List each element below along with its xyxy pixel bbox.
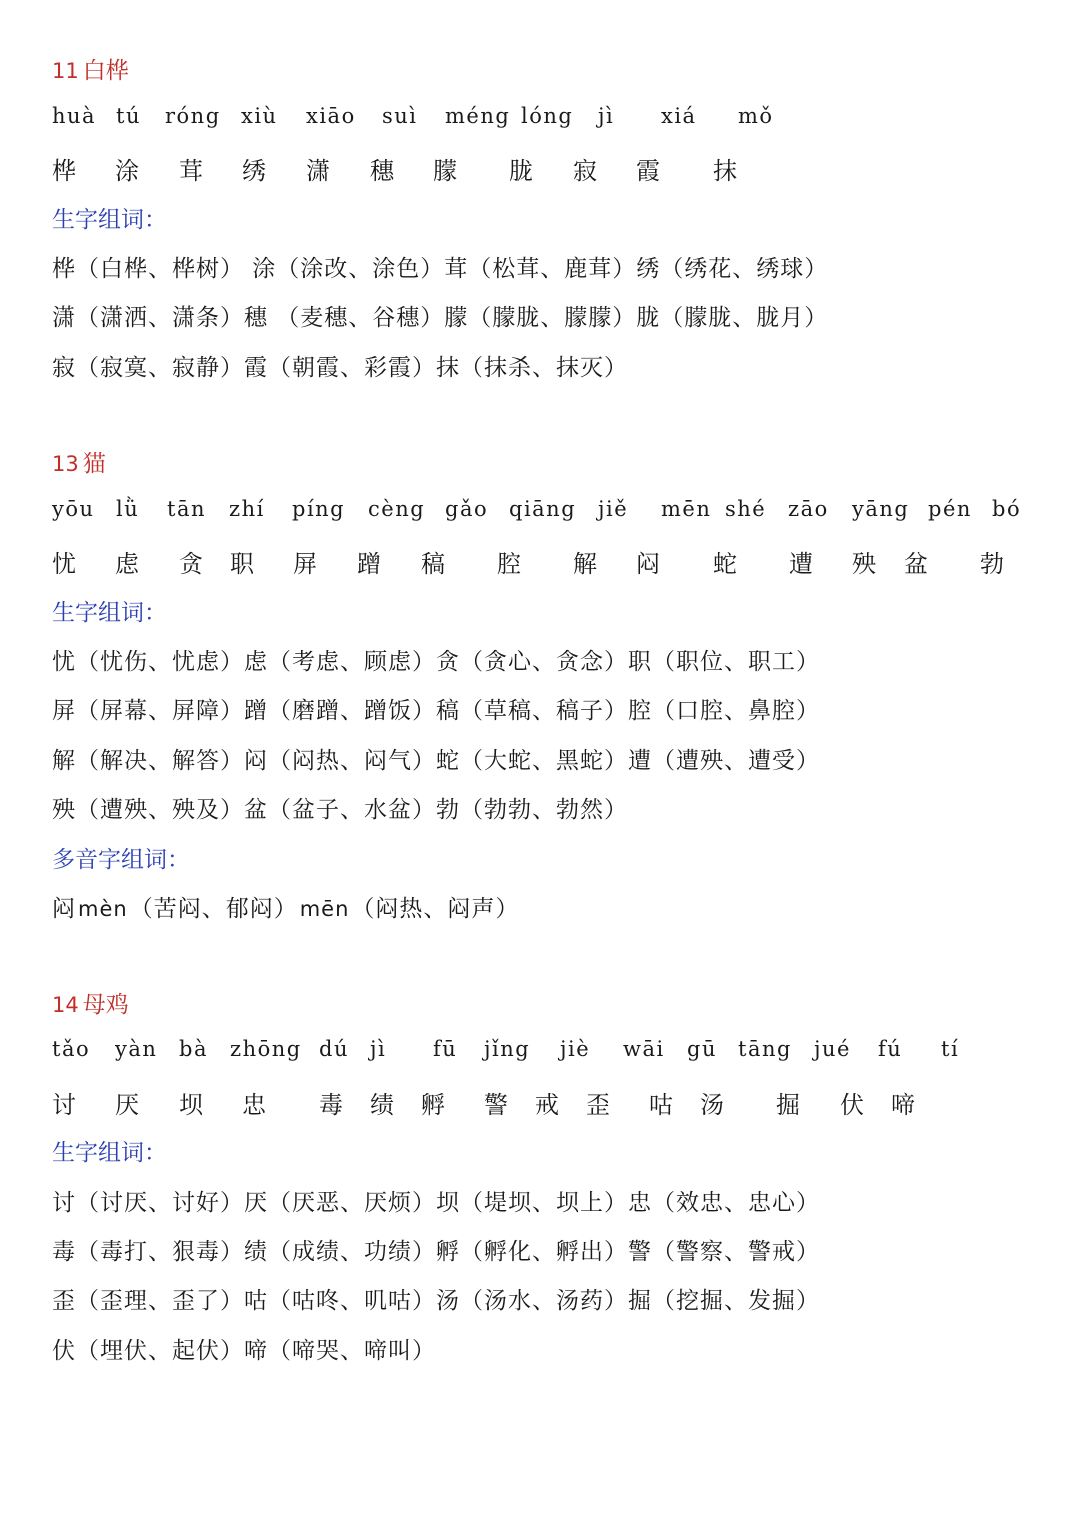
character: 伏 (840, 1091, 864, 1119)
lesson-title (52, 52, 129, 85)
lesson-title (52, 445, 106, 478)
pinyin: méng (445, 104, 511, 128)
pinyin: jǐng (484, 1037, 531, 1061)
word-group-line: 毒（毒打、狠毒）绩（成绩、功绩）孵（孵化、孵出）警（警察、警戒） (52, 1239, 820, 1265)
character: 潇 (306, 157, 330, 185)
character: 咕 (649, 1091, 673, 1119)
pinyin: lǜ (116, 497, 140, 521)
character: 讨 (52, 1091, 76, 1119)
word-group-line: 伏（埋伏、起伏）啼（啼哭、啼叫） (52, 1338, 436, 1364)
pinyin: jì (370, 1037, 387, 1061)
pinyin: xiá (661, 104, 697, 128)
character: 寂 (573, 157, 597, 185)
character: 抹 (713, 157, 737, 185)
character-row (52, 1085, 1052, 1117)
polyphonic-pinyin: mèn (78, 897, 128, 921)
character: 虑 (115, 550, 139, 578)
character: 孵 (421, 1091, 445, 1119)
pinyin: fú (878, 1037, 903, 1061)
character: 桦 (52, 157, 76, 185)
character: 穗 (370, 157, 394, 185)
pinyin: tǎo (52, 1037, 91, 1061)
character: 涂 (115, 157, 139, 185)
pinyin: wāi (623, 1037, 665, 1061)
pinyin: cèng (368, 497, 426, 521)
character: 忠 (242, 1091, 266, 1119)
character: 勃 (980, 550, 1004, 578)
character-row (52, 544, 1052, 576)
character: 职 (230, 550, 254, 578)
character: 厌 (115, 1091, 139, 1119)
character: 殃 (852, 550, 876, 578)
word-group-line: 讨（讨厌、讨好）厌（厌恶、厌烦）坝（堤坝、坝上）忠（效忠、忠心） (52, 1190, 820, 1216)
subheading-word-groups: 生字组词： (52, 600, 167, 626)
character: 绣 (242, 157, 266, 185)
word-group-line: 寂（寂寞、寂静）霞（朝霞、彩霞）抹（抹杀、抹灭） (52, 355, 628, 381)
subheading-word-groups: 生字组词： (52, 207, 167, 233)
character: 朦 (433, 157, 457, 185)
character: 腔 (497, 550, 521, 578)
pinyin: píng (292, 497, 346, 521)
lesson-name: 猫 (82, 451, 106, 477)
pinyin: tí (941, 1037, 960, 1061)
character: 胧 (509, 157, 533, 185)
pinyin: mǒ (738, 104, 774, 128)
character: 汤 (700, 1091, 724, 1119)
character-row (52, 151, 1052, 183)
pinyin: fū (433, 1037, 458, 1061)
pinyin: mēn (661, 497, 712, 521)
pinyin: yōu (52, 497, 95, 521)
character: 啼 (891, 1091, 915, 1119)
pinyin: jiè (560, 1037, 591, 1061)
subheading-word-groups: 生字组词： (52, 1140, 167, 1166)
pinyin: gū (687, 1037, 717, 1061)
pinyin: lóng (521, 104, 574, 128)
pinyin: yàn (115, 1037, 158, 1061)
word-group-line: 潇（潇洒、潇条）穗 （麦穗、谷穗）朦（朦胧、朦朦）胧（朦胧、胧月） (52, 305, 829, 331)
character: 绩 (370, 1091, 394, 1119)
pinyin: zāo (788, 497, 829, 521)
pinyin: yāng (852, 497, 910, 521)
polyphonic-words: （苦闷、郁闷） (129, 896, 298, 922)
character: 蹭 (357, 550, 381, 578)
pinyin: gǎo (445, 497, 489, 521)
pinyin: tāng (738, 1037, 792, 1061)
word-group-line: 屏（屏幕、屏障）蹭（磨蹭、蹭饭）稿（草稿、稿子）腔（口腔、鼻腔） (52, 698, 820, 724)
character: 解 (573, 550, 597, 578)
word-group-line: 忧（忧伤、忧虑）虑（考虑、顾虑）贪（贪心、贪念）职（职位、职工） (52, 649, 820, 675)
character: 茸 (179, 157, 203, 185)
lesson-name: 母鸡 (82, 992, 129, 1018)
character: 盆 (904, 550, 928, 578)
character: 毒 (319, 1091, 343, 1119)
character: 遭 (789, 550, 813, 578)
character: 蛇 (713, 550, 737, 578)
character: 稿 (421, 550, 445, 578)
pinyin: xiù (241, 104, 278, 128)
word-group-line: 歪（歪理、歪了）咕（咕咚、叽咕）汤（汤水、汤药）掘（挖掘、发掘） (52, 1288, 820, 1314)
lesson-number: 13 (52, 452, 79, 476)
character: 忧 (52, 550, 76, 578)
polyphonic-character: 闷 (52, 896, 76, 922)
pinyin: jué (814, 1037, 851, 1061)
pinyin-row (52, 497, 1052, 527)
polyphonic-words: （闷热、闷声） (351, 896, 520, 922)
lesson-number: 14 (52, 993, 79, 1017)
lesson-title (52, 986, 129, 1019)
word-group-line: 殃（遭殃、殃及）盆（盆子、水盆）勃（勃勃、勃然） (52, 797, 628, 823)
pinyin: huà (52, 104, 97, 128)
pinyin: tú (116, 104, 141, 128)
polyphonic-pinyin: mēn (299, 897, 350, 921)
pinyin: qiāng (509, 497, 577, 521)
pinyin: zhí (229, 497, 265, 521)
character: 坝 (179, 1091, 203, 1119)
pinyin: zhōng (230, 1037, 302, 1061)
pinyin: tān (167, 497, 206, 521)
word-group-line: 桦（白桦、桦树） 涂（涂改、涂色）茸（松茸、鹿茸）绣（绣花、绣球） (52, 256, 829, 282)
pinyin: pén (928, 497, 972, 521)
polyphonic-line (52, 890, 519, 923)
pinyin: xiāo (306, 104, 356, 128)
pinyin: suì (382, 104, 418, 128)
pinyin: shé (725, 497, 767, 521)
character: 戒 (535, 1091, 559, 1119)
character: 掘 (776, 1091, 800, 1119)
character: 霞 (636, 157, 660, 185)
pinyin: róng (165, 104, 221, 128)
pinyin-row (52, 1037, 1052, 1067)
pinyin: dú (319, 1037, 349, 1061)
character: 贪 (179, 550, 203, 578)
character: 屏 (293, 550, 317, 578)
character: 闷 (636, 550, 660, 578)
pinyin-row (52, 104, 1052, 134)
pinyin: bà (179, 1037, 208, 1061)
word-group-line: 解（解决、解答）闷（闷热、闷气）蛇（大蛇、黑蛇）遭（遭殃、遭受） (52, 748, 820, 774)
lesson-number: 11 (52, 59, 79, 83)
pinyin: bó (992, 497, 1022, 521)
subheading-polyphonic: 多音字组词： (52, 847, 190, 873)
character: 歪 (586, 1091, 610, 1119)
pinyin: jì (598, 104, 615, 128)
pinyin: jiě (598, 497, 629, 521)
lesson-name: 白桦 (82, 58, 129, 84)
character: 警 (484, 1091, 508, 1119)
